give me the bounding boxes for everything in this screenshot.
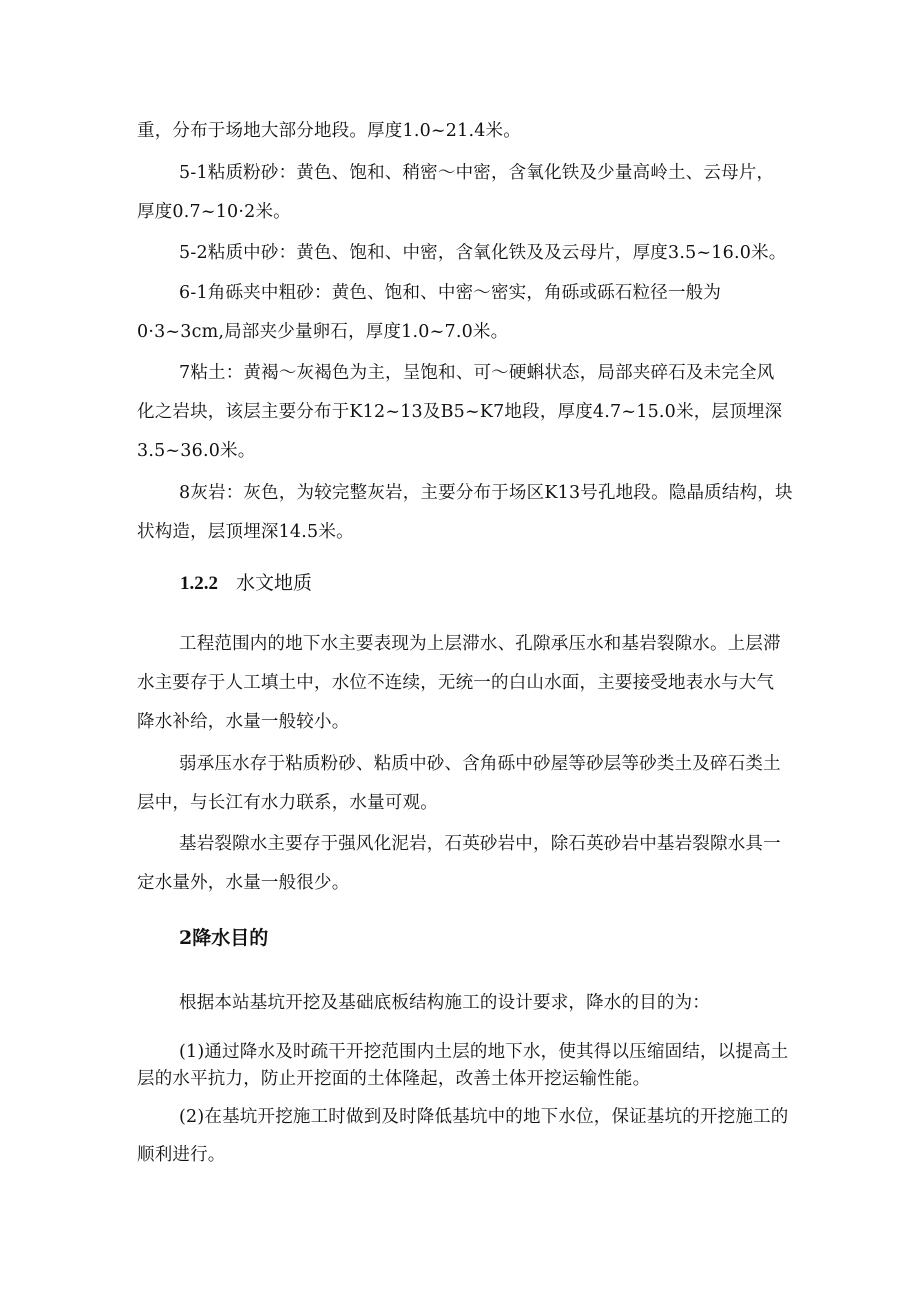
paragraph-layer-7-line-3: 3.5~36.0米。 [137,441,256,461]
paragraph-layer-5-1-line-1: 5-1粘质粉砂：黄色、饱和、稍密～中密，含氧化铁及少量高岭土、云母片， [179,163,775,183]
paragraph-layer-6-1-line-2: 0·3~3cm,局部夹少量卵石，厚度1.0~7.0米。 [137,322,509,342]
paragraph-hydro-3-line-2: 定水量外，水量一般很少。 [137,873,350,893]
paragraph-hydro-1-line-2: 水主要存于人工填土中，水位不连续，无统一的白山水面，主要接受地表水与大气 [137,673,775,693]
paragraph-purpose-intro: 根据本站基坑开挖及基础底板结构施工的设计要求，降水的目的为： [179,993,710,1013]
paragraph-hydro-1-line-1: 工程范围内的地下水主要表现为上层滞水、孔隙承压水和基岩裂隙水。上层滞 [179,634,781,654]
section-heading-1-2-2 [180,570,312,597]
paragraph-hydro-1-line-3: 降水补给，水量一般较小。 [137,712,350,732]
paragraph-hydro-3-line-1: 基岩裂隙水主要存于强风化泥岩，石英砂岩中，除石英砂岩中基岩裂隙水具一 [179,834,781,854]
paragraph-hydro-2-line-1: 弱承压水存于粘质粉砂、粘质中砂、含角砾中砂屋等砂层等砂类土及碎石类土 [179,754,781,774]
paragraph-layer-5-2-line-1: 5-2粘质中砂：黄色、饱和、中密，含氧化铁及及云母片，厚度3.5~16.0米。 [179,243,787,263]
paragraph-purpose-2-line-2: 顺利进行。 [137,1145,226,1165]
section-number: 1.2.2 [180,573,218,594]
paragraph-layer-7-line-2: 化之岩块，该层主要分布于K12~13及B5~K7地段，厚度4.7~15.0米，层顶埋深 [137,402,783,422]
paragraph-continuation-line: 重，分布于场地大部分地段。厚度1.0~21.4米。 [137,121,521,141]
paragraph-layer-8-line-1: 8灰岩：灰色，为较完整灰岩，主要分布于场区K13号孔地段。隐晶质结构，块 [179,483,793,503]
paragraph-layer-8-line-2: 状构造，层顶埋深14.5米。 [137,522,354,542]
paragraph-purpose-1-line-2: 层的水平抗力，防止开挖面的土体隆起，改善土体开挖运输性能。 [137,1069,651,1089]
paragraph-layer-7-line-1: 7粘土：黄褐～灰褐色为主，呈饱和、可～硬蝌状态，局部夹碎石及未完全风 [179,363,775,383]
paragraph-layer-5-1-line-2: 厚度0.7~10·2米。 [137,202,291,222]
section-title: 水文地质 [236,572,313,594]
section-heading-2: 2降水目的 [179,927,269,949]
paragraph-purpose-2-line-1: (2)在基坑开挖施工时做到及时降低基坑中的地下水位，保证基坑的开挖施工的 [179,1107,789,1127]
paragraph-purpose-1-line-1: (1)通过降水及时疏干开挖范围内土层的地下水，使其得以压缩固结，以提高土 [179,1042,789,1062]
paragraph-hydro-2-line-2: 层中，与长江有水力联系，水量可观。 [137,793,438,813]
paragraph-layer-6-1-line-1: 6-1角砾夹中粗砂：黄色、饱和、中密～密实，角砾或砾石粒径一般为 [179,283,722,303]
